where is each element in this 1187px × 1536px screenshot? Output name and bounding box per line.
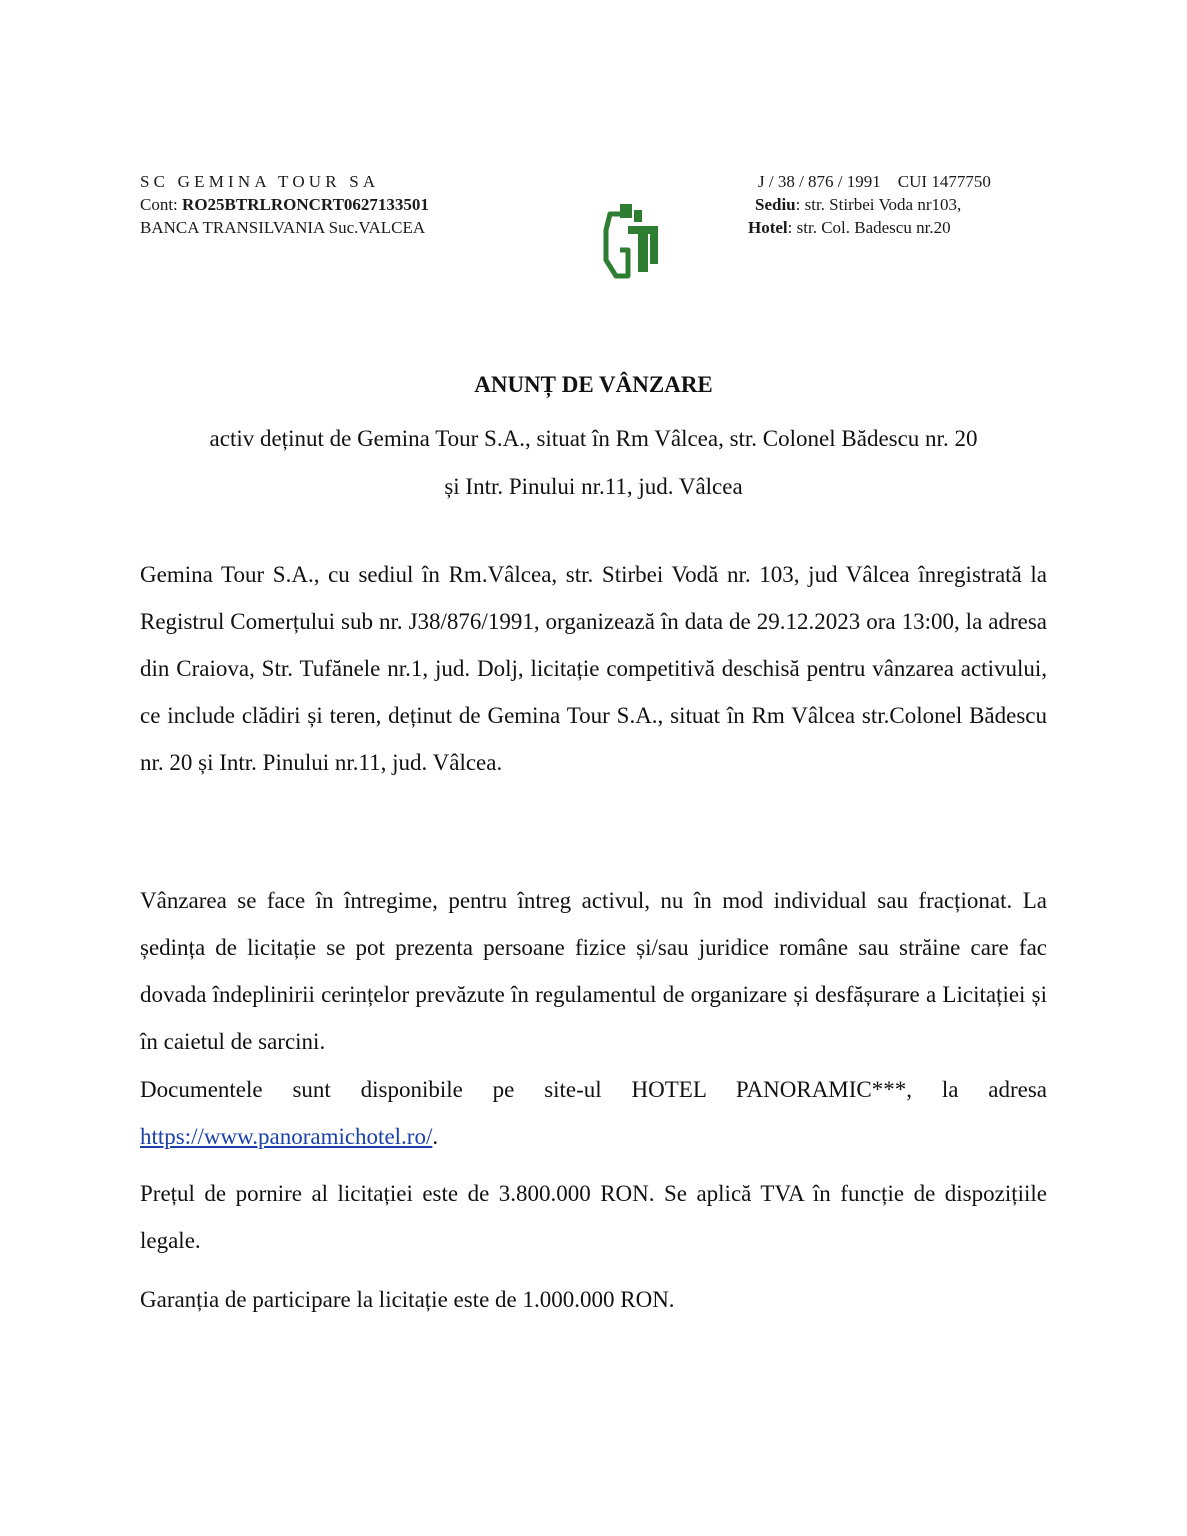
account-label: Cont: bbox=[140, 195, 183, 214]
cui: CUI 1477750 bbox=[897, 172, 991, 191]
document-title: ANUNȚ DE VÂNZARE bbox=[474, 372, 713, 397]
subtitle-line-2: și Intr. Pinului nr.11, jud. Vâlcea bbox=[444, 474, 743, 499]
paragraph-guarantee: Garanția de participare la licitație este de 1.000.000 RON. bbox=[140, 1287, 675, 1312]
subtitle-line-1: activ deținut de Gemina Tour S.A., situat în Rm Vâlcea, str. Colonel Bădescu nr. 20 bbox=[209, 426, 978, 451]
company-registration bbox=[748, 170, 991, 239]
account-number: RO25BTRLRONCRT0627133501 bbox=[182, 195, 429, 214]
paragraph-documents bbox=[140, 1066, 1047, 1160]
registration-line bbox=[748, 170, 991, 193]
account-line bbox=[140, 193, 429, 216]
registration-number: J / 38 / 876 / 1991 bbox=[758, 172, 881, 191]
documents-end: . bbox=[432, 1124, 439, 1149]
gemina-tour-logo bbox=[598, 200, 664, 280]
sediu-label: Sediu bbox=[755, 195, 796, 214]
documents-text: Documentele sunt disponibile pe site-ul HOTEL PANORAMIC***, la adresa bbox=[140, 1077, 1047, 1102]
hotel-line bbox=[748, 216, 991, 239]
document-subtitle bbox=[140, 415, 1047, 511]
hotel-label: Hotel bbox=[748, 218, 788, 237]
company-info bbox=[140, 170, 429, 239]
sediu-line bbox=[748, 193, 991, 216]
hotel-address: : str. Col. Badescu nr.20 bbox=[787, 218, 951, 237]
paragraph-auction-details: Gemina Tour S.A., cu sediul în Rm.Vâlcea, str. Stirbei Vodă nr. 103, jud Vâlcea înregistrată la Registrul Comerțului sub nr. J38/876/1991, organizează în data de 29.12.2023 ora 13:00, la adresa din Craiova, Str. Tufănele nr.1, jud. Dolj, licitație competitivă deschisă pentru vânzarea activului, ce include clădiri și teren, deținut de Gemina Tour S.A., situat în Rm Vâlcea str.Colonel Bădescu nr. 20 și Intr. Pinului nr.11, jud. Vâlcea. bbox=[140, 562, 1047, 775]
bank-name: BANCA TRANSILVANIA Suc.VALCEA bbox=[140, 218, 426, 237]
paragraph-sale-conditions: Vânzarea se face în întregime, pentru întreg activul, nu în mod individual sau fracționat. La ședința de licitație se pot prezenta persoane fizice și/sau juridice române sau străine care fac dovada îndeplinirii cerințelor prevăzute în regulamentul de organizare și desfășurare a Licitației și în caietul de sarcini. bbox=[140, 888, 1047, 1054]
hotel-website-link[interactable]: https://www.panoramichotel.ro/ bbox=[140, 1124, 433, 1149]
paragraph-starting-price: Prețul de pornire al licitației este de 3.800.000 RON. Se aplică TVA în funcție de dispozițiile legale. bbox=[140, 1181, 1047, 1253]
sediu-address: : str. Stirbei Voda nr103, bbox=[795, 195, 962, 214]
company-name: SC GEMINA TOUR SA bbox=[140, 172, 380, 191]
